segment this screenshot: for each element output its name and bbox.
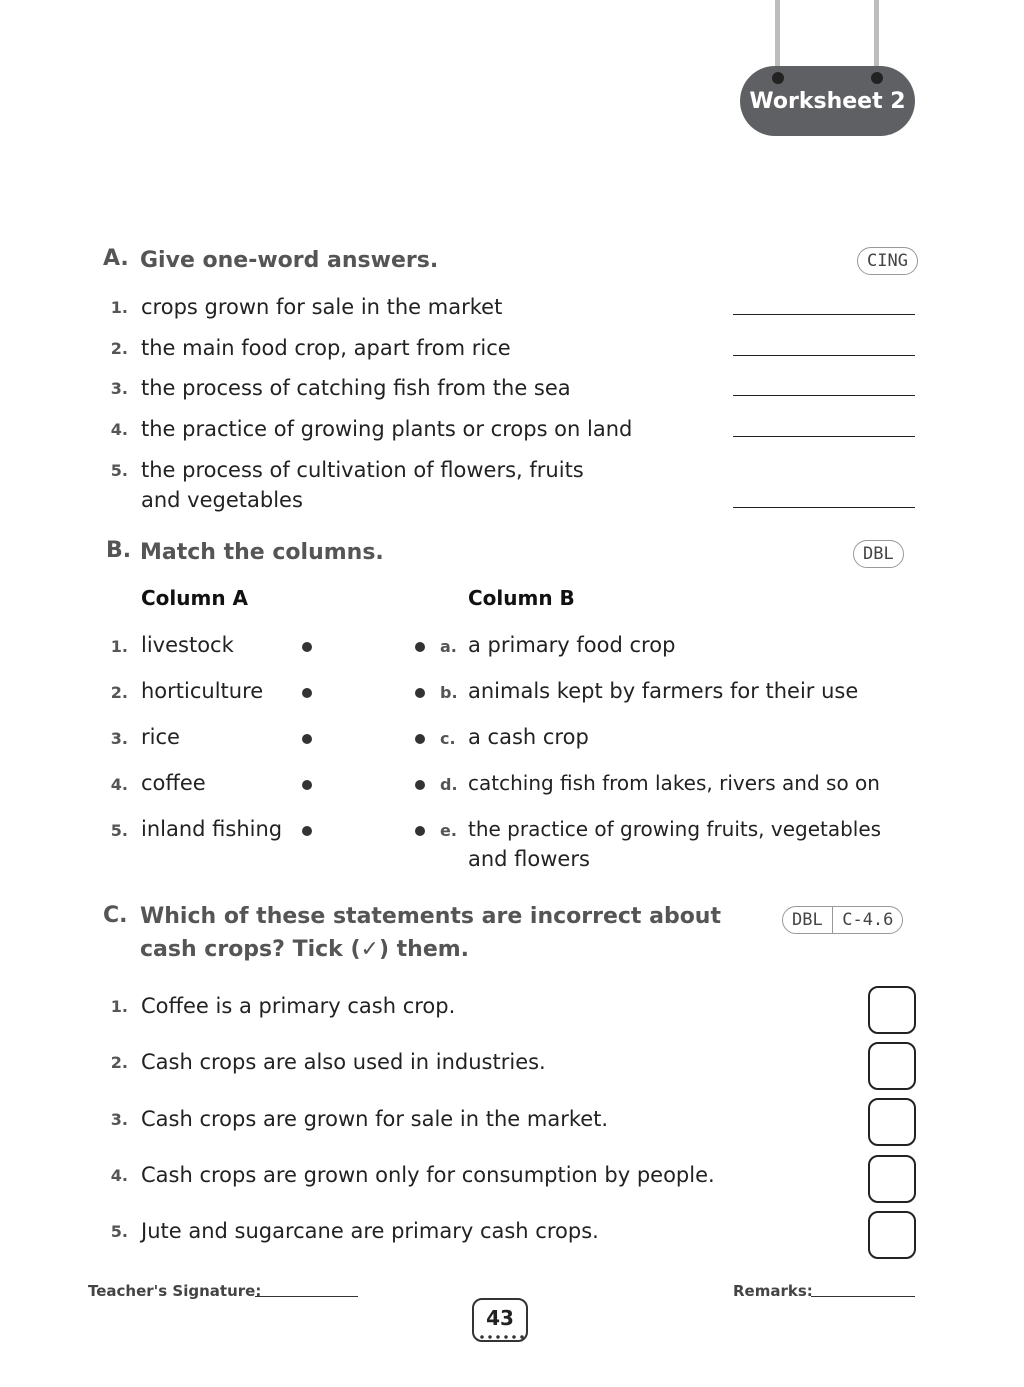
a-item-number: 1. [110,298,128,317]
tick-checkbox[interactable] [868,1098,916,1146]
worksheet-tag-label: Worksheet 2 [749,88,906,114]
tick-checkbox[interactable] [868,986,916,1034]
a-item-number: 4. [110,420,128,439]
match-dot-right[interactable] [415,826,425,836]
c-item-text: Coffee is a primary cash crop. [141,994,456,1018]
section-b-letter: B. [106,538,132,563]
section-a-skill-tag [857,247,918,275]
c-item-number: 5. [110,1222,128,1241]
c-item-number: 3. [110,1110,128,1129]
match-dot-left[interactable] [302,642,312,652]
b-item-number: 3. [110,729,128,748]
match-dot-right[interactable] [415,642,425,652]
c-item-text: Cash crops are also used in industries. [141,1050,546,1074]
b-item-letter: a. [440,637,457,656]
teacher-signature-label: Teacher's Signature: [88,1282,262,1300]
a-item-text: the main food crop, apart from rice [141,336,511,360]
match-dot-left[interactable] [302,826,312,836]
column-a-item: horticulture [141,679,264,703]
section-c-letter: C. [103,903,128,928]
b-item-letter: b. [440,683,458,702]
column-b-item: catching fish from lakes, rivers and so on [468,771,880,795]
tick-checkbox[interactable] [868,1042,916,1090]
a-answer-line[interactable] [733,436,915,437]
teacher-signature-line[interactable] [255,1296,358,1297]
section-b-skill-tag [853,540,904,568]
b-item-number: 5. [110,821,128,840]
column-a-item: rice [141,725,180,749]
section-a-letter: A. [103,246,129,271]
section-c-skill-tag [782,906,903,934]
c-item-text: Cash crops are grown for sale in the market. [141,1107,609,1131]
match-dot-right[interactable] [415,780,425,790]
match-dot-left[interactable] [302,780,312,790]
c-item-text: Jute and sugarcane are primary cash crops. [141,1219,599,1243]
b-item-letter: d. [440,775,458,794]
a-item-text: crops grown for sale in the market [141,295,503,319]
page-number: 43 [486,1306,514,1330]
a-item-text: the practice of growing plants or crops on land [141,417,633,441]
column-a-heading: Column A [141,586,249,610]
a-item-text: the process of cultivation of flowers, fruits [141,458,584,482]
tag-hanger-right [874,0,879,76]
tick-checkbox[interactable] [868,1155,916,1203]
remarks-label: Remarks: [733,1282,813,1300]
column-b-item: the practice of growing fruits, vegetables [468,817,882,841]
a-answer-line[interactable] [733,507,915,508]
c-item-text: Cash crops are grown only for consumption by people. [141,1163,715,1187]
section-a-skill-tag-text: CING [867,251,908,271]
b-item-letter: e. [440,821,457,840]
c-item-number: 1. [110,997,128,1016]
match-dot-left[interactable] [302,688,312,698]
column-a-item: inland fishing [141,817,283,841]
a-answer-line[interactable] [733,395,915,396]
b-item-number: 2. [110,683,128,702]
section-c-title-line1: Which of these statements are incorrect about [140,904,721,929]
match-dot-right[interactable] [415,688,425,698]
column-b-item: animals kept by farmers for their use [468,679,859,703]
column-a-item: coffee [141,771,206,795]
a-item-text-continued: and vegetables [141,488,303,512]
column-b-item-continued: and flowers [468,847,590,871]
section-c-title-line2: cash crops? Tick (✓) them. [140,937,470,962]
a-item-number: 5. [110,461,128,480]
match-dot-left[interactable] [302,734,312,744]
tick-checkbox[interactable] [868,1211,916,1259]
b-item-number: 4. [110,775,128,794]
page-badge-dots [478,1334,524,1340]
section-a-title: Give one-word answers. [140,248,439,273]
a-item-text: the process of catching fish from the sea [141,376,571,400]
column-b-heading: Column B [468,586,575,610]
column-b-item: a cash crop [468,725,589,749]
section-b-title: Match the columns. [140,540,384,565]
a-answer-line[interactable] [733,355,915,356]
section-c-skill-tag-text: DBL [792,910,823,930]
worksheet-tag [740,66,915,136]
a-item-number: 3. [110,379,128,398]
column-b-item: a primary food crop [468,633,676,657]
tag-hole-left [772,72,784,84]
tag-hanger-left [775,0,780,76]
remarks-line[interactable] [811,1296,915,1297]
c-item-number: 4. [110,1166,128,1185]
tag-hole-right [871,72,883,84]
a-item-number: 2. [110,339,128,358]
a-answer-line[interactable] [733,314,915,315]
section-b-skill-tag-text: DBL [863,544,894,564]
b-item-letter: c. [440,729,456,748]
column-a-item: livestock [141,633,234,657]
match-dot-right[interactable] [415,734,425,744]
b-item-number: 1. [110,637,128,656]
section-c-chapter-tag-text: C-4.6 [842,910,894,930]
c-item-number: 2. [110,1053,128,1072]
